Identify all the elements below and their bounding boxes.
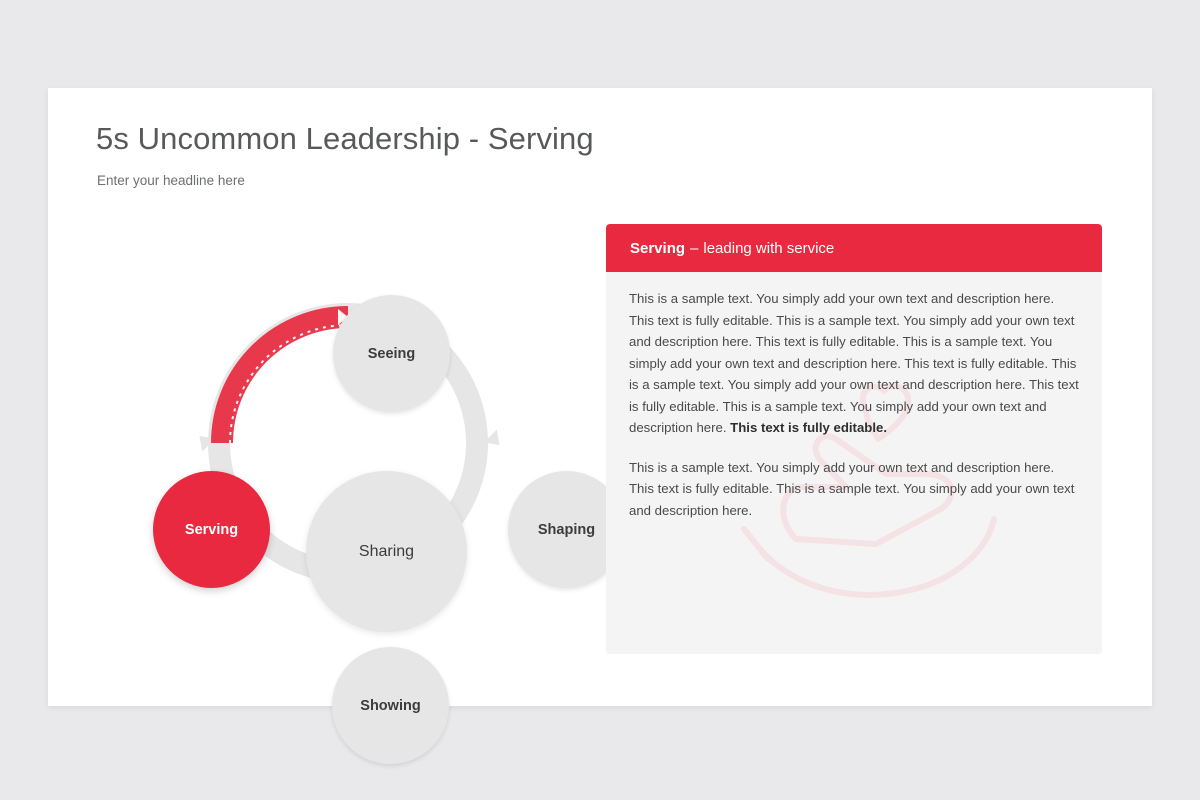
detail-panel-dash: – <box>690 239 699 257</box>
detail-panel-subtitle: leading with service <box>703 239 835 257</box>
node-showing[interactable] <box>332 647 449 764</box>
detail-panel-title: Serving <box>630 239 686 257</box>
page-title: 5s Uncommon Leadership - Serving <box>96 121 594 156</box>
slide-canvas <box>48 88 1152 714</box>
node-serving-label: Serving <box>184 521 239 538</box>
detail-panel <box>606 224 1102 654</box>
detail-paragraph-2: This is a sample text. You simply add your own text and description here. This text is fully editable. This is a sample text. You simply add your own text and description here. <box>629 459 1075 518</box>
detail-panel-header <box>606 224 1102 272</box>
cycle-diagram <box>103 198 623 714</box>
detail-paragraph-1-bold: This text is fully editable. <box>730 420 887 435</box>
detail-paragraph-1 <box>629 288 1079 439</box>
page-subtitle: Enter your headline here <box>97 173 245 188</box>
detail-panel-body <box>629 288 1079 539</box>
detail-paragraph-1-lead: This is a sample text. You simply add your own text and description here. This text is fully editable. This is a sample text. You simply add your own text and description here. This text is fully editable. This is a sample text. You simply add your own text and description here. This text is fully editable. This is a sample text. You simply add your own text and description here. This text is fully editable. This is a sample text. You simply add your own text and description here. <box>629 291 1079 435</box>
node-showing-label: Showing <box>360 697 421 714</box>
node-seeing[interactable] <box>333 295 450 412</box>
node-sharing[interactable] <box>306 471 467 632</box>
node-sharing-label: Sharing <box>358 542 415 560</box>
node-shaping-label: Shaping <box>537 521 596 538</box>
node-serving[interactable] <box>153 471 270 588</box>
node-seeing-label: Seeing <box>367 345 416 362</box>
